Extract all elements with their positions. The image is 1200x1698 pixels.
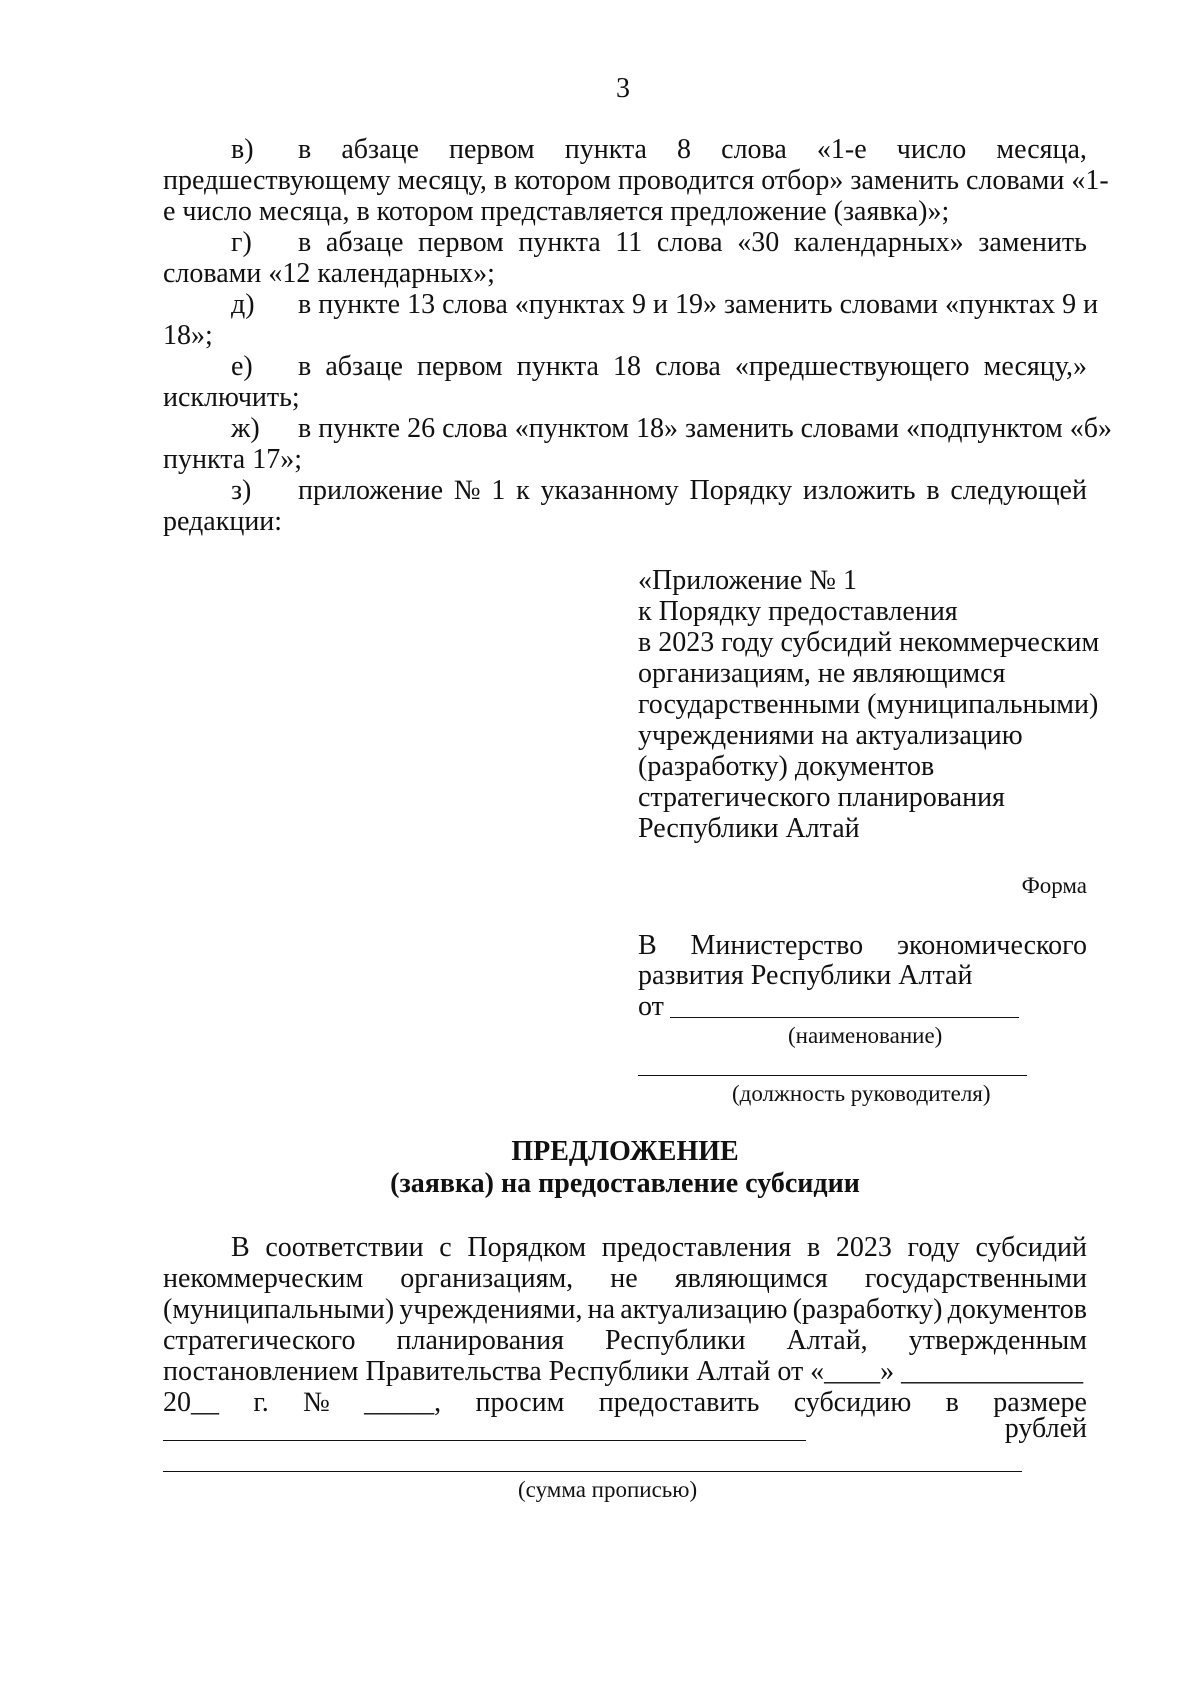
- word: актуализацию: [620, 1294, 788, 1325]
- word: число: [896, 134, 967, 165]
- amendment-e-line1: [298, 353, 1087, 381]
- word: «30: [737, 227, 780, 258]
- body-line3: [163, 1296, 1087, 1324]
- word: утвержденным: [908, 1325, 1087, 1356]
- addressee-line1: [638, 932, 1087, 960]
- document-title: ПРЕДЛОЖЕНИЕ: [511, 1136, 739, 1167]
- appendix-line: государственными (муниципальными): [638, 689, 1099, 720]
- word: Министерство: [690, 930, 864, 961]
- word: 20__: [163, 1387, 219, 1418]
- sum-caption: (сумма прописью): [518, 1477, 698, 1502]
- word: изложить: [802, 475, 916, 506]
- word: Республики: [605, 1325, 746, 1356]
- word: Порядку: [689, 475, 793, 506]
- word: пункта: [518, 227, 601, 258]
- word: 8: [677, 134, 692, 165]
- word: государственными: [864, 1263, 1087, 1294]
- word: на: [587, 1294, 616, 1325]
- appendix-line: в 2023 году субсидий некоммерческим: [638, 627, 1100, 658]
- word: являющимся: [674, 1263, 828, 1294]
- word: абзаце: [325, 351, 403, 382]
- word: документов: [947, 1294, 1087, 1325]
- word: 2023: [835, 1232, 892, 1263]
- amendment-d-line1: в пункте 13 слова «пунктах 9 и 19» заменить словами «пунктах 9 и: [298, 289, 1099, 320]
- word: пункта: [564, 134, 647, 165]
- amendment-v-line2: предшествующему месяцу, в котором проводится отбор» заменить словами «1-: [163, 165, 1109, 196]
- word: «1-е: [816, 134, 867, 165]
- word: в: [945, 1387, 959, 1418]
- word: месяцу,»: [983, 351, 1087, 382]
- word: слова: [655, 351, 721, 382]
- sum-underline: [163, 1440, 806, 1441]
- appendix-line: (разработку) документов: [638, 751, 935, 782]
- word: первом: [417, 351, 503, 382]
- word: следующей: [950, 475, 1087, 506]
- word: к: [516, 475, 530, 506]
- word: В: [231, 1232, 250, 1263]
- appendix-line: Республики Алтай: [638, 813, 860, 844]
- word: месяца,: [996, 134, 1087, 165]
- word: в: [926, 475, 940, 506]
- amendment-e-line2: исключить;: [163, 382, 300, 413]
- name-caption: (наименование): [788, 1023, 943, 1048]
- position-caption: (должность руководителя): [732, 1081, 991, 1106]
- word: не: [610, 1263, 638, 1294]
- word: слова: [721, 134, 787, 165]
- word: абзаце: [341, 134, 419, 165]
- amendment-d-line2: 18»;: [163, 320, 213, 351]
- word: первом: [418, 227, 504, 258]
- word: с: [439, 1232, 452, 1263]
- word: первом: [449, 134, 535, 165]
- word: предоставления: [601, 1232, 792, 1263]
- word: предоставить: [598, 1387, 760, 1418]
- amendment-v-line3: е число месяца, в котором представляется предложение (заявка)»;: [163, 196, 950, 227]
- word: №: [303, 1387, 330, 1418]
- word: (муниципальными): [163, 1294, 395, 1325]
- word: организациям,: [400, 1263, 574, 1294]
- word: в: [806, 1232, 821, 1263]
- body-line6: [163, 1389, 1087, 1417]
- word: субсидий: [975, 1232, 1087, 1263]
- word: субсидию: [793, 1387, 912, 1418]
- word: пункта: [516, 351, 599, 382]
- word: абзаце: [325, 227, 404, 258]
- word: «предшествующего: [734, 351, 970, 382]
- word: календарных»: [793, 227, 964, 258]
- amendment-v-line1: [298, 136, 1087, 164]
- sum-words-underline: [163, 1471, 1022, 1472]
- word: приложение: [298, 475, 444, 506]
- from-label: от: [638, 991, 664, 1022]
- word: в: [298, 351, 312, 382]
- word: стратегического: [163, 1325, 356, 1356]
- amendment-z-line1: [298, 477, 1087, 505]
- amendment-g-line1: [298, 229, 1087, 257]
- body-line2: [163, 1265, 1087, 1293]
- word: В: [638, 930, 657, 961]
- appendix-line: учреждениями на актуализацию: [638, 720, 1023, 751]
- word: Алтай,: [786, 1325, 868, 1356]
- item-marker-g: г): [231, 227, 252, 258]
- addressee-line2: развития Республики Алтай: [638, 960, 973, 991]
- item-marker-v: в): [231, 134, 254, 165]
- word: некоммерческим: [163, 1263, 364, 1294]
- amendment-g-line2: словами «12 календарных»;: [163, 258, 495, 289]
- word: размере: [993, 1387, 1087, 1418]
- word: слова: [656, 227, 723, 258]
- word: 1: [491, 475, 506, 506]
- word: (разработку): [792, 1294, 943, 1325]
- word: 18: [613, 351, 642, 382]
- item-marker-zh: ж): [231, 413, 260, 444]
- word: заменить: [978, 227, 1087, 258]
- appendix-line: к Порядку предоставления: [638, 596, 958, 627]
- page-number: 3: [616, 73, 630, 104]
- body-line5: постановлением Правительства Республики Алтай от «____» _____________: [163, 1356, 1084, 1387]
- name-underline: [670, 1017, 1019, 1018]
- appendix-line: стратегического планирования: [638, 782, 1005, 813]
- appendix-line: организациям, не являющимся: [638, 658, 1006, 689]
- word: просим: [475, 1387, 565, 1418]
- word: указанному: [540, 475, 679, 506]
- word: соответствии: [265, 1232, 424, 1263]
- word: Порядком: [467, 1232, 587, 1263]
- rubles-label: рублей: [1004, 1413, 1087, 1444]
- form-label: Форма: [1021, 873, 1087, 898]
- body-line4: [163, 1327, 1087, 1355]
- amendment-zh-line1: в пункте 26 слова «пунктом 18» заменить словами «подпунктом «б»: [298, 413, 1112, 444]
- word: экономического: [897, 930, 1087, 961]
- word: _____,: [364, 1387, 442, 1418]
- position-underline: [638, 1075, 1027, 1076]
- document-subtitle: (заявка) на предоставление субсидии: [390, 1168, 860, 1199]
- word: учреждениями,: [399, 1294, 583, 1325]
- amendment-z-line2: редакции:: [163, 506, 283, 537]
- amendment-zh-line2: пункта 17»;: [163, 444, 302, 475]
- item-marker-d: д): [231, 289, 255, 320]
- body-line1: [231, 1234, 1087, 1262]
- item-marker-z: з): [231, 475, 252, 506]
- word: г.: [253, 1387, 269, 1418]
- word: №: [453, 475, 481, 506]
- word: 11: [615, 227, 643, 258]
- word: в: [298, 134, 312, 165]
- word: в: [298, 227, 312, 258]
- item-marker-e: е): [231, 351, 253, 382]
- word: планирования: [396, 1325, 564, 1356]
- word: году: [907, 1232, 960, 1263]
- appendix-line: «Приложение № 1: [638, 565, 857, 596]
